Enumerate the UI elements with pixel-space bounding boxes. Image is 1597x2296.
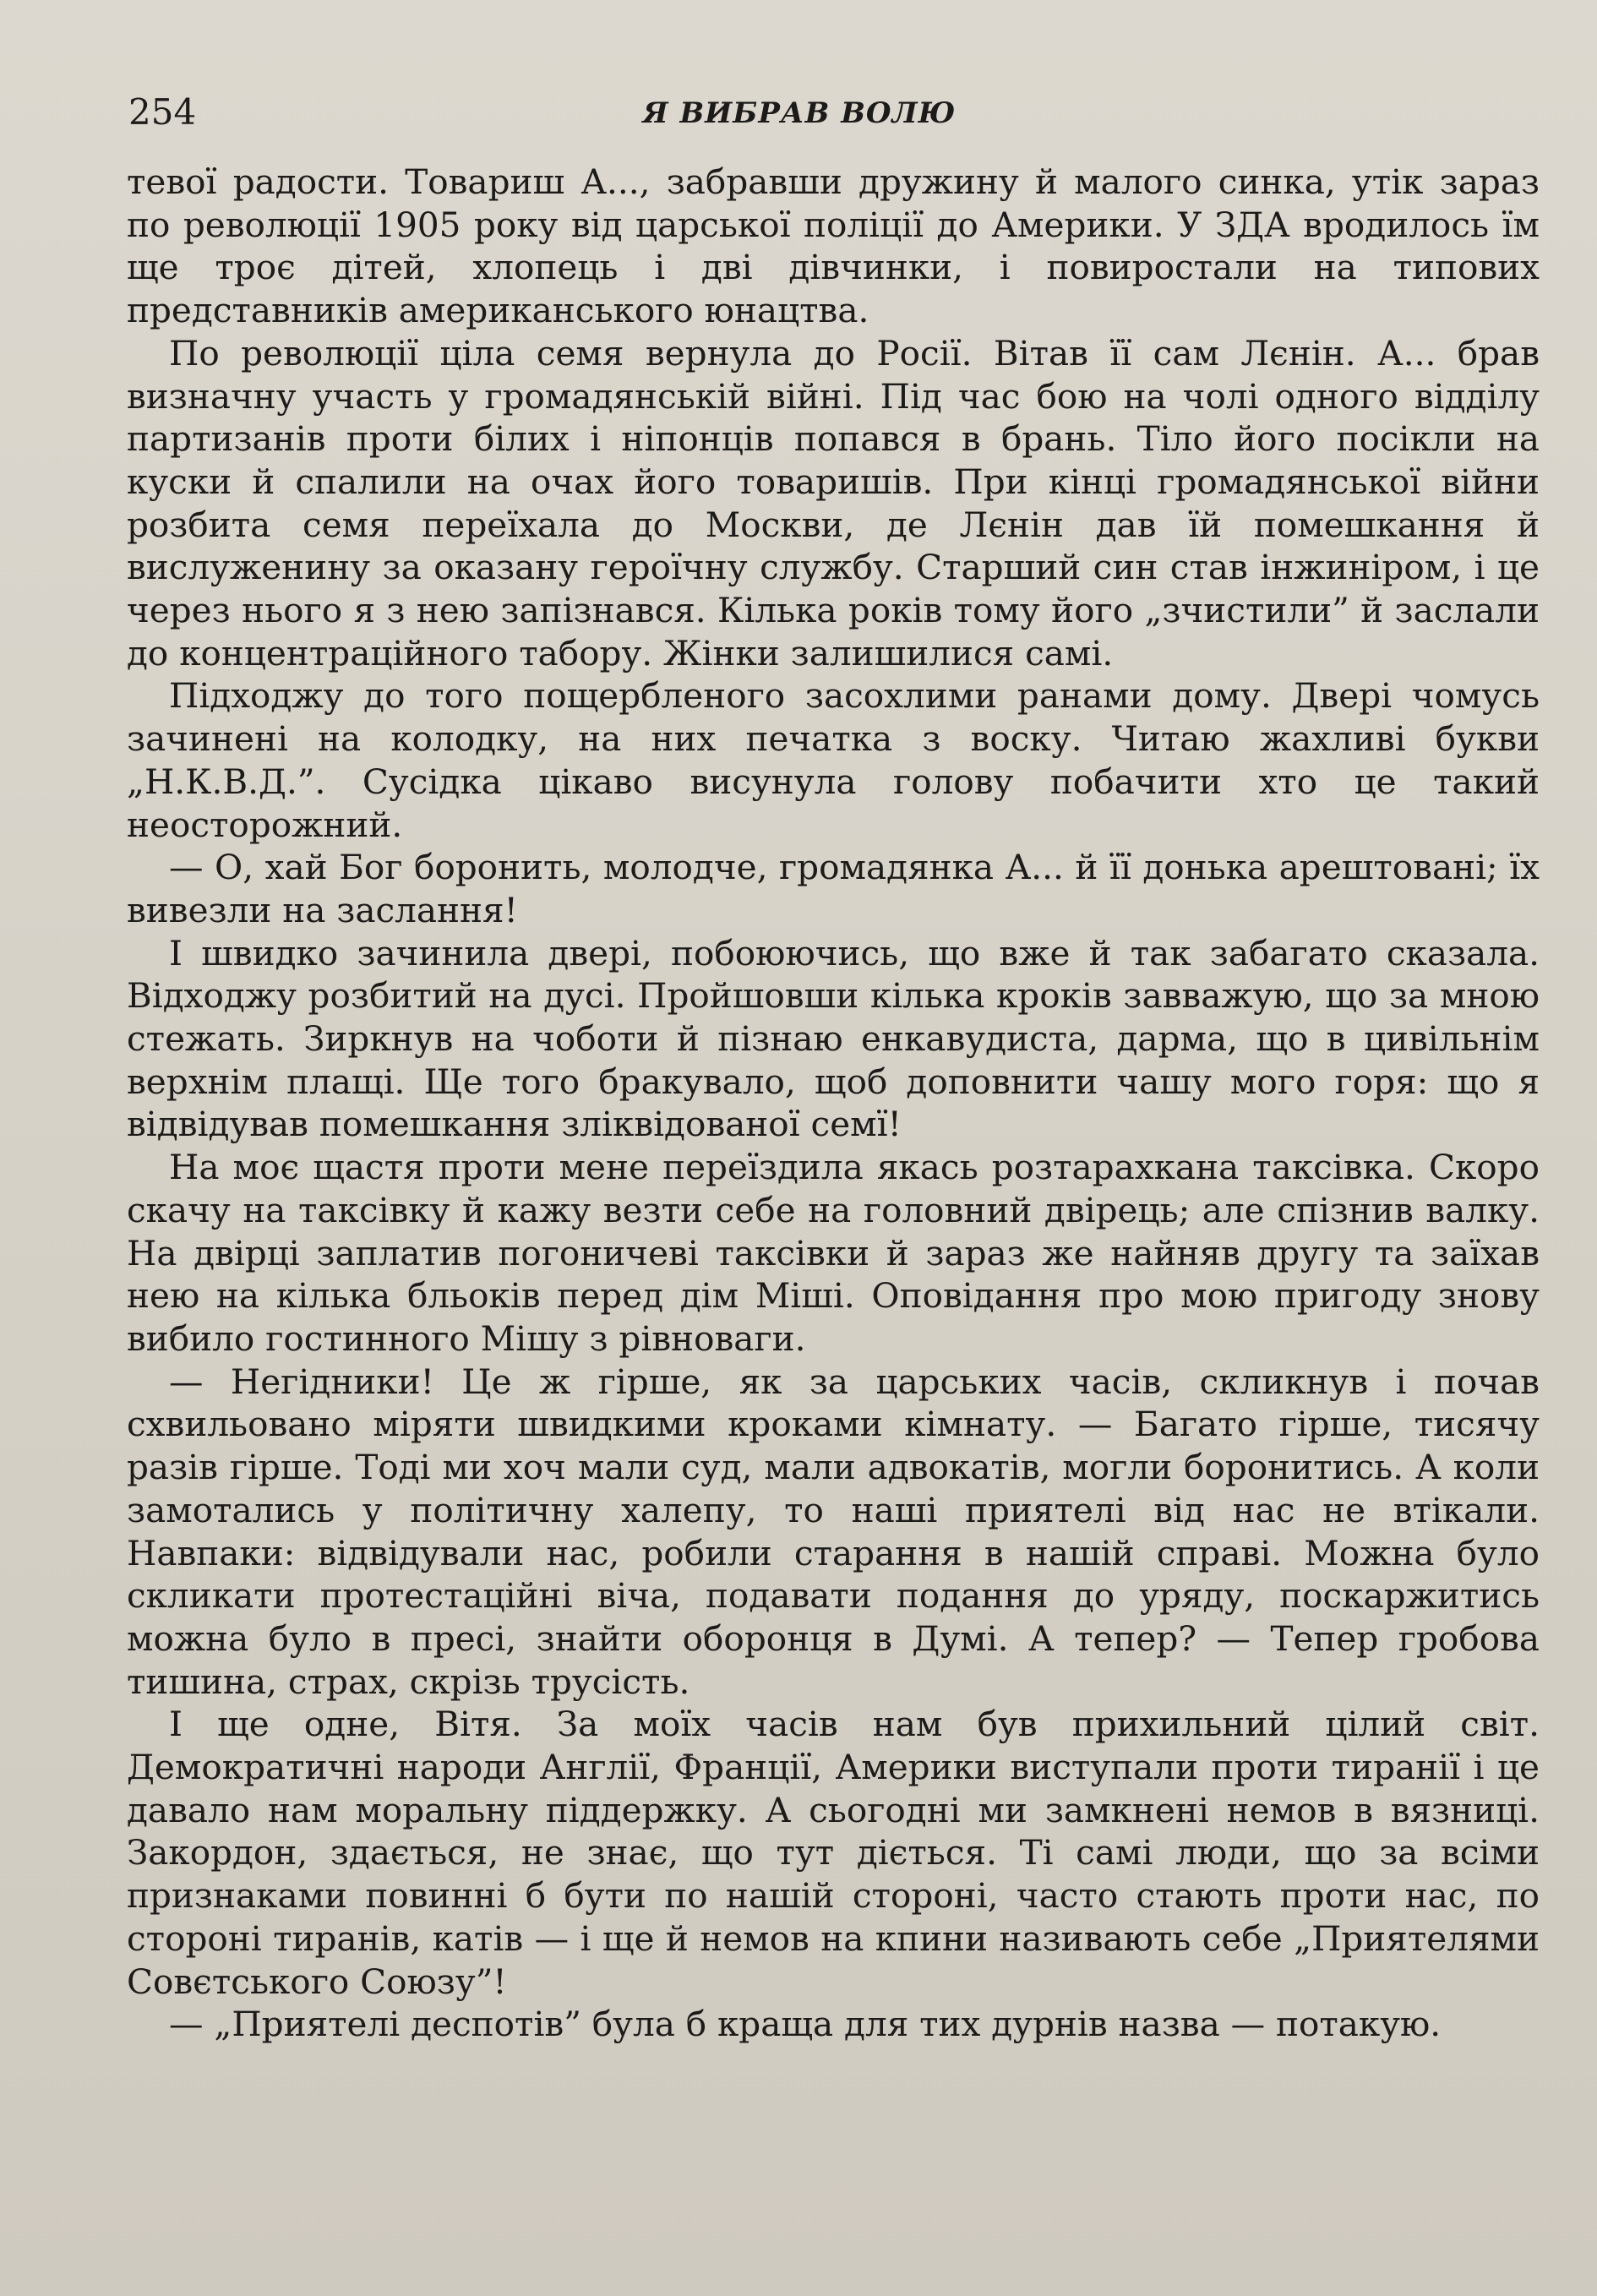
paragraph: Підходжу до того пощербленого засохлими ранами дому. Двері чомусь зачинені на колодку, на них печатка з воску. Читаю жахливі букви „Н.К.В.Д.”. Сусідка цікаво висунула голову побачити хто це такий неосторожний. <box>127 675 1540 845</box>
paragraph: І швидко зачинила двері, побоюючись, що вже й так забагато сказала. Відходжу розбитий на дусі. Пройшовши кілька кроків завважую, що за мною стежать. Зиркнув на чоботи й пізнаю енкавудиста, дарма, що в цивільнім верхнім плащі. Ще того бракувало, щоб доповнити чашу мого горя: що я відвідував помешкання зліквідованої семї! <box>127 932 1540 1145</box>
running-title: Я ВИБРАВ ВОЛЮ <box>642 96 957 130</box>
paragraph-continuation: тевої радости. Товариш А..., забравши дружину й малого синка, утік зараз по революції 1905 року від царської поліції до Америки. У ЗДА вродилось їм ще троє дітей, хлопець і дві дівчинки, і повиростали на типових представників американського юнацтва. <box>127 161 1540 331</box>
dialogue-paragraph: — Негідники! Це ж гірше, як за царських часів, скликнув і почав схвильовано міряти швидкими кроками кімнату. — Багато гірше, тисячу разів гірше. Тоді ми хоч мали суд, мали адвокатів, могли боронитись. А коли замотались у політичну халепу, то наші приятелі від нас не втікали. Навпаки: відвідували нас, робили старання в нашій справі. Можна було скликати протестаційні віча, подавати подання до уряду, поскаржитись можна було в пресі, знайти оборонця в Думі. А тепер? — Тепер гробова тишина, страх, скрізь трусість. <box>127 1361 1540 1702</box>
paragraph: На моє щастя проти мене переїздила якась розтарахкана таксівка. Скоро скачу на таксівку й кажу везти себе на головний двірець; але спізнив валку. На двірці заплатив погоничеві таксівки й зараз же найняв другу та заїхав нею на кілька бльоків перед дім Міші. Оповідання про мою пригоду знову вибило гостинного Мішу з рівноваги. <box>127 1147 1540 1359</box>
dialogue-paragraph: — „Приятелі деспотів” була б краща для тих дурнів назва — потакую. <box>169 2004 1442 2045</box>
dialogue-paragraph: — О, хай Бог боронить, молодче, громадянка А... й її донька арештовані; їх вивезли на заслання! <box>127 847 1540 930</box>
paragraph: По революції ціла семя вернула до Росії. Вітав її сам Лєнін. А... брав визначну участь у громадянській війні. Під час бою на чолі одного відділу партизанів проти білих і ніпонців попався в брань. Тіло його посікли на куски й спалили на очах його товаришів. При кінці громадянської війни розбита семя переїхала до Москви, де Лєнін дав їй помешкання й вислуженину за оказану героїчну службу. Старший син став інжиніром, і це через нього я з нею запізнався. Кілька років тому його „зчистили” й заслали до концентраційного табору. Жінки залишилися самі. <box>127 332 1540 674</box>
page-number: 254 <box>128 91 197 133</box>
body-text <box>127 161 1540 2046</box>
page-header <box>128 91 1470 150</box>
paragraph: І ще одне, Вітя. За моїх часів нам був прихильний цілий світ. Демократичні народи Англії, Франції, Америки виступали проти тиранії і це давало нам моральну піддержку. А сьогодні ми замкнені немов в вязниці. Закордон, здається, не знає, що тут діється. Ті самі люди, що за всіми признаками повинні б бути по нашій стороні, часто стають проти нас, по стороні тиранів, катів — і ще й немов на кпини називають себе „Приятелями Совєтського Союзу”! <box>127 1704 1540 2002</box>
